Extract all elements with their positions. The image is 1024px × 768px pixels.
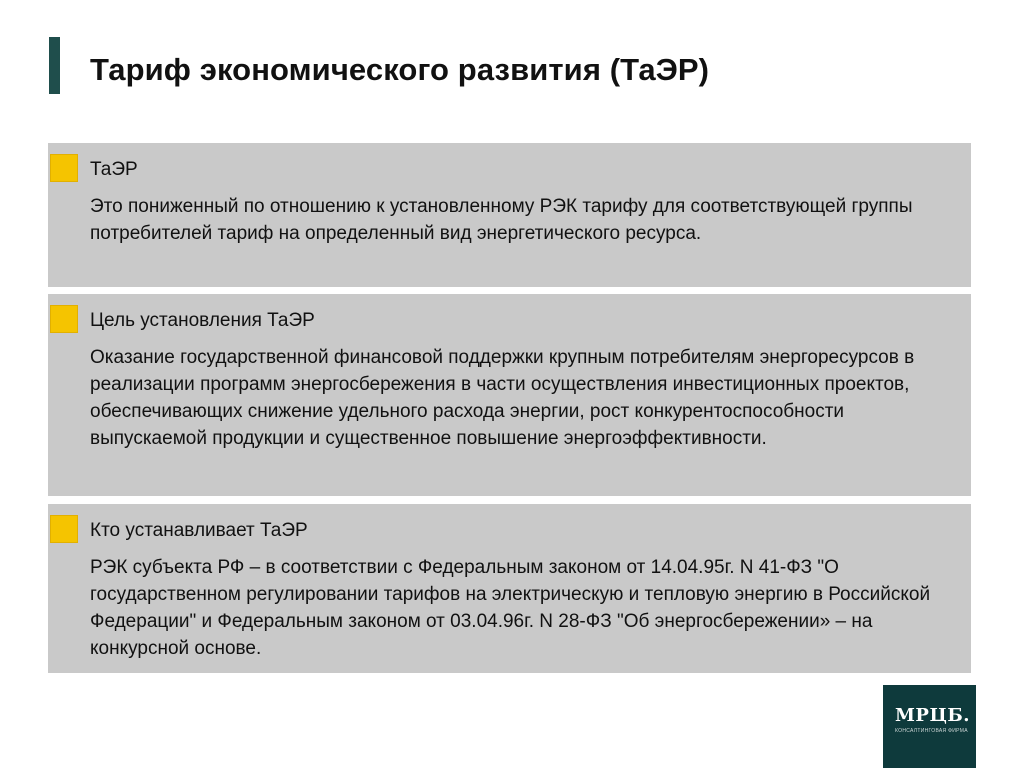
logo-subtitle: КОНСАЛТИНГОВАЯ ФИРМА [895, 728, 968, 734]
title-accent-bar [49, 37, 60, 94]
company-logo [883, 685, 976, 768]
block-text: Это пониженный по отношению к установленному РЭК тарифу для соответствующей группы потребителей тариф на определенный вид энергетического ресурса. [90, 196, 913, 244]
info-block-authority [48, 504, 971, 673]
slide-title: Тариф экономического развития (ТаЭР) [90, 52, 710, 87]
yellow-square-bullet-icon [50, 515, 78, 543]
block-heading: Цель установления ТаЭР [90, 310, 315, 331]
logo-mark: МРЦБ. [895, 705, 971, 726]
info-block-purpose [48, 294, 971, 496]
yellow-square-bullet-icon [50, 305, 78, 333]
yellow-square-bullet-icon [50, 154, 78, 182]
block-heading: ТаЭР [90, 159, 138, 180]
block-heading: Кто устанавливает ТаЭР [90, 520, 308, 541]
block-text: Оказание государственной финансовой поддержки крупным потребителям энергоресурсов в реализации программ энергосбережения в части осуществления инвестиционных проектов, обеспечивающих снижение удельного расхода энергии, рост конкурентоспособности выпускаемой продукции и существенное повышение энергоэффективности. [90, 347, 915, 449]
block-text: РЭК субъекта РФ – в соответствии с Федеральным законом от 14.04.95г. N 41-ФЗ "О государственном регулировании тарифов на электрическую и тепловую энергию в Российской Федерации" и Федеральным законом от 03.04.96г. N 28-ФЗ "Об энергосбережении» – на конкурсной основе. [90, 557, 931, 659]
info-block-definition [48, 143, 971, 287]
